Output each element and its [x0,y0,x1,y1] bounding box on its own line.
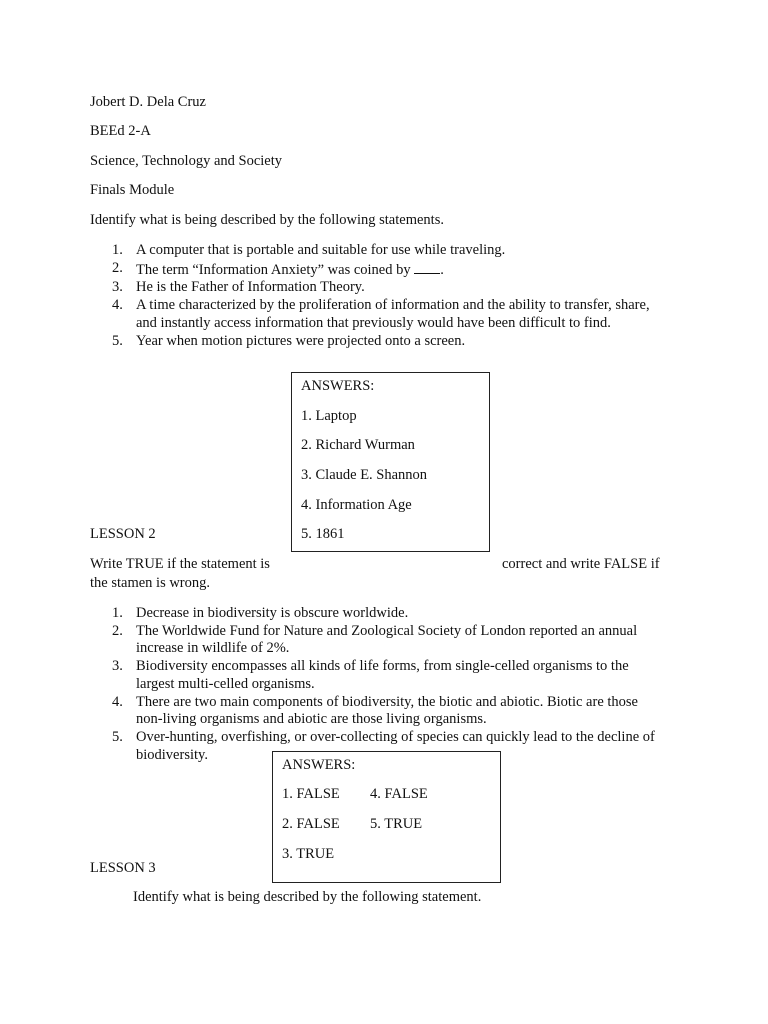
lesson2-list [90,605,680,764]
list-item: 1. A computer that is portable and suitable for use while traveling. [112,242,506,258]
lesson2-instruction-left: Write TRUE if the statement is [90,556,270,572]
student-section: BEEd 2-A [90,123,151,139]
lesson2-answers-box [272,751,501,883]
list-item: 3. He is the Father of Information Theory. [112,279,365,296]
lesson3-instruction: Identify what is being described by the following statement. [133,889,482,905]
lesson1-list [90,242,680,350]
list-item: 1. Decrease in biodiversity is obscure worldwide. [112,605,409,621]
lesson1-instruction: Identify what is being described by the following statements. [90,212,444,228]
answer-item: 2. FALSE 5. TRUE [282,816,423,832]
answer-item: 1. FALSE 4. FALSE [282,786,428,802]
lesson2-instruction-line2: the stamen is wrong. [90,575,211,591]
answer-item: 2. Richard Wurman [301,437,415,453]
subject-title: Science, Technology and Society [90,153,282,169]
answer-item: 3. Claude E. Shannon [301,467,428,483]
module-title: Finals Module [90,182,175,198]
list-item: 2. The Worldwide Fund for Nature and Zoological Society of London reported an annual increase in wildlife of 2%. [112,622,638,657]
list-item: 4. There are two main components of biodiversity, the biotic and abiotic. Biotic are those non-living organisms and abiotic are those living organisms. [112,693,638,728]
answer-item: 5. 1861 [301,526,345,542]
lesson3-title: LESSON 3 [90,860,156,876]
list-item: 5. Year when motion pictures were projected onto a screen. [112,332,466,349]
lesson2-title: LESSON 2 [90,526,156,542]
answer-blank [414,260,440,274]
answers-title: ANSWERS: [301,378,375,394]
list-item: 2. The term “Information Anxiety” was coined by . [112,259,444,278]
answers-title: ANSWERS: [282,757,356,773]
lesson2-instruction-right: correct and write FALSE if [502,556,660,572]
answer-item: 1. Laptop [301,408,357,424]
list-item: 4. A time characterized by the proliferation of information and the ability to transfer, share, and instantly access information that previously would have been difficult to find. [112,297,650,331]
student-name: Jobert D. Dela Cruz [90,94,206,110]
lesson1-answers-box [291,372,490,552]
list-item: 3. Biodiversity encompasses all kinds of life forms, from single-celled organisms to the largest multi-celled organisms. [112,658,629,692]
answer-item: 4. Information Age [301,497,412,513]
answer-item: 3. TRUE [282,846,335,862]
list-item: 5. Over-hunting, overfishing, or over-collecting of species can quickly lead to the decline of biodiversity. [112,728,655,763]
